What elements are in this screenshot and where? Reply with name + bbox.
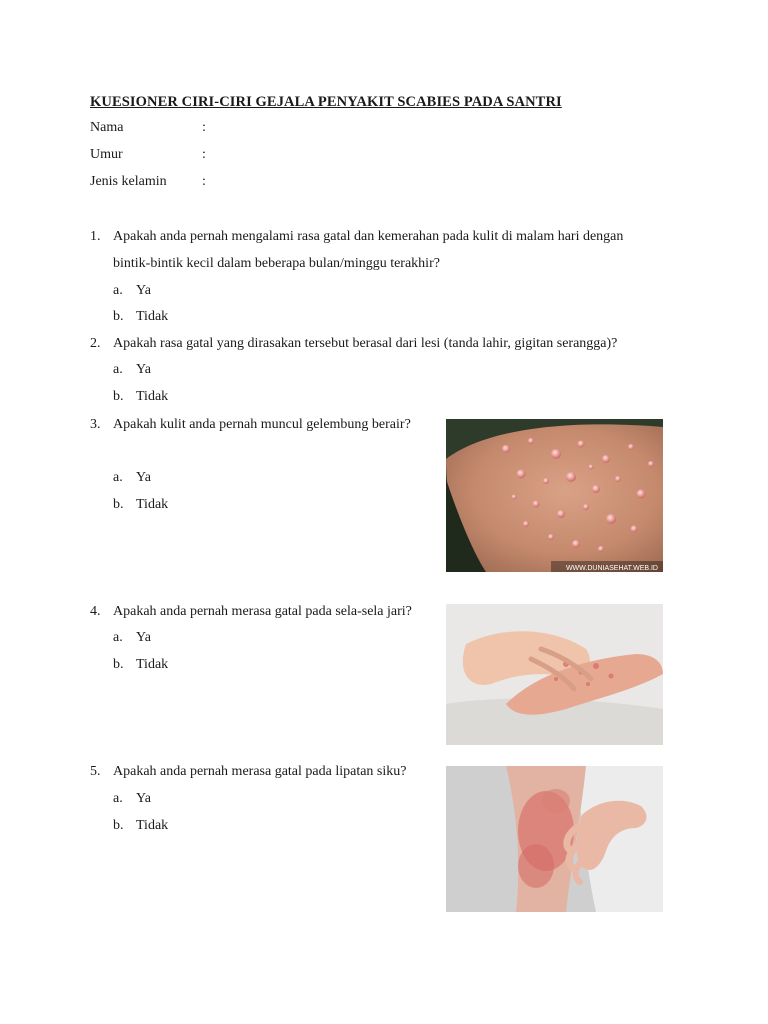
question-number: 5. <box>90 764 101 779</box>
option-letter: a. <box>113 630 123 645</box>
option-text: Ya <box>136 630 151 645</box>
option-letter: b. <box>113 497 124 512</box>
field-label: Nama <box>90 120 124 135</box>
option-letter: b. <box>113 389 124 404</box>
option-letter: b. <box>113 818 124 833</box>
itchy-fingers-photo <box>446 604 663 745</box>
question-number: 1. <box>90 229 101 244</box>
option-letter: a. <box>113 791 123 806</box>
option-text: Tidak <box>136 657 169 672</box>
field-nama <box>90 120 206 136</box>
option-text: Tidak <box>136 818 169 833</box>
option-text: Tidak <box>136 389 169 404</box>
option-letter: a. <box>113 283 123 298</box>
field-label: Jenis kelamin <box>90 174 167 189</box>
page-title: KUESIONER CIRI-CIRI GEJALA PENYAKIT SCABIES PADA SANTRI <box>90 94 562 110</box>
field-umur <box>90 147 206 163</box>
elbow-rash-photo <box>446 766 663 912</box>
question-text: Apakah anda pernah merasa gatal pada lipatan siku? <box>113 764 407 779</box>
field-jenis-kelamin <box>90 174 206 190</box>
option-text: Ya <box>136 791 151 806</box>
field-colon: : <box>202 147 206 162</box>
option-letter: b. <box>113 657 124 672</box>
option-letter: a. <box>113 362 123 377</box>
question-number: 2. <box>90 336 101 351</box>
question-number: 4. <box>90 604 101 619</box>
option-letter: b. <box>113 309 124 324</box>
skin-blisters-photo <box>446 419 663 572</box>
field-colon: : <box>202 120 206 135</box>
question-text: bintik-bintik kecil dalam beberapa bulan/minggu terakhir? <box>113 256 440 271</box>
photo-watermark: WWW.DUNIASEHAT.WEB.ID <box>565 565 658 572</box>
option-letter: a. <box>113 470 123 485</box>
question-number: 3. <box>90 417 101 432</box>
option-text: Ya <box>136 283 151 298</box>
question-text: Apakah kulit anda pernah muncul gelembung berair? <box>113 417 411 432</box>
field-label: Umur <box>90 147 123 162</box>
option-text: Ya <box>136 470 151 485</box>
field-colon: : <box>202 174 206 189</box>
option-text: Tidak <box>136 309 169 324</box>
question-text: Apakah anda pernah merasa gatal pada sela-sela jari? <box>113 604 412 619</box>
option-text: Ya <box>136 362 151 377</box>
question-text: Apakah anda pernah mengalami rasa gatal dan kemerahan pada kulit di malam hari dengan <box>113 229 624 244</box>
option-text: Tidak <box>136 497 169 512</box>
question-text: Apakah rasa gatal yang dirasakan tersebut berasal dari lesi (tanda lahir, gigitan serangga)? <box>113 336 618 351</box>
